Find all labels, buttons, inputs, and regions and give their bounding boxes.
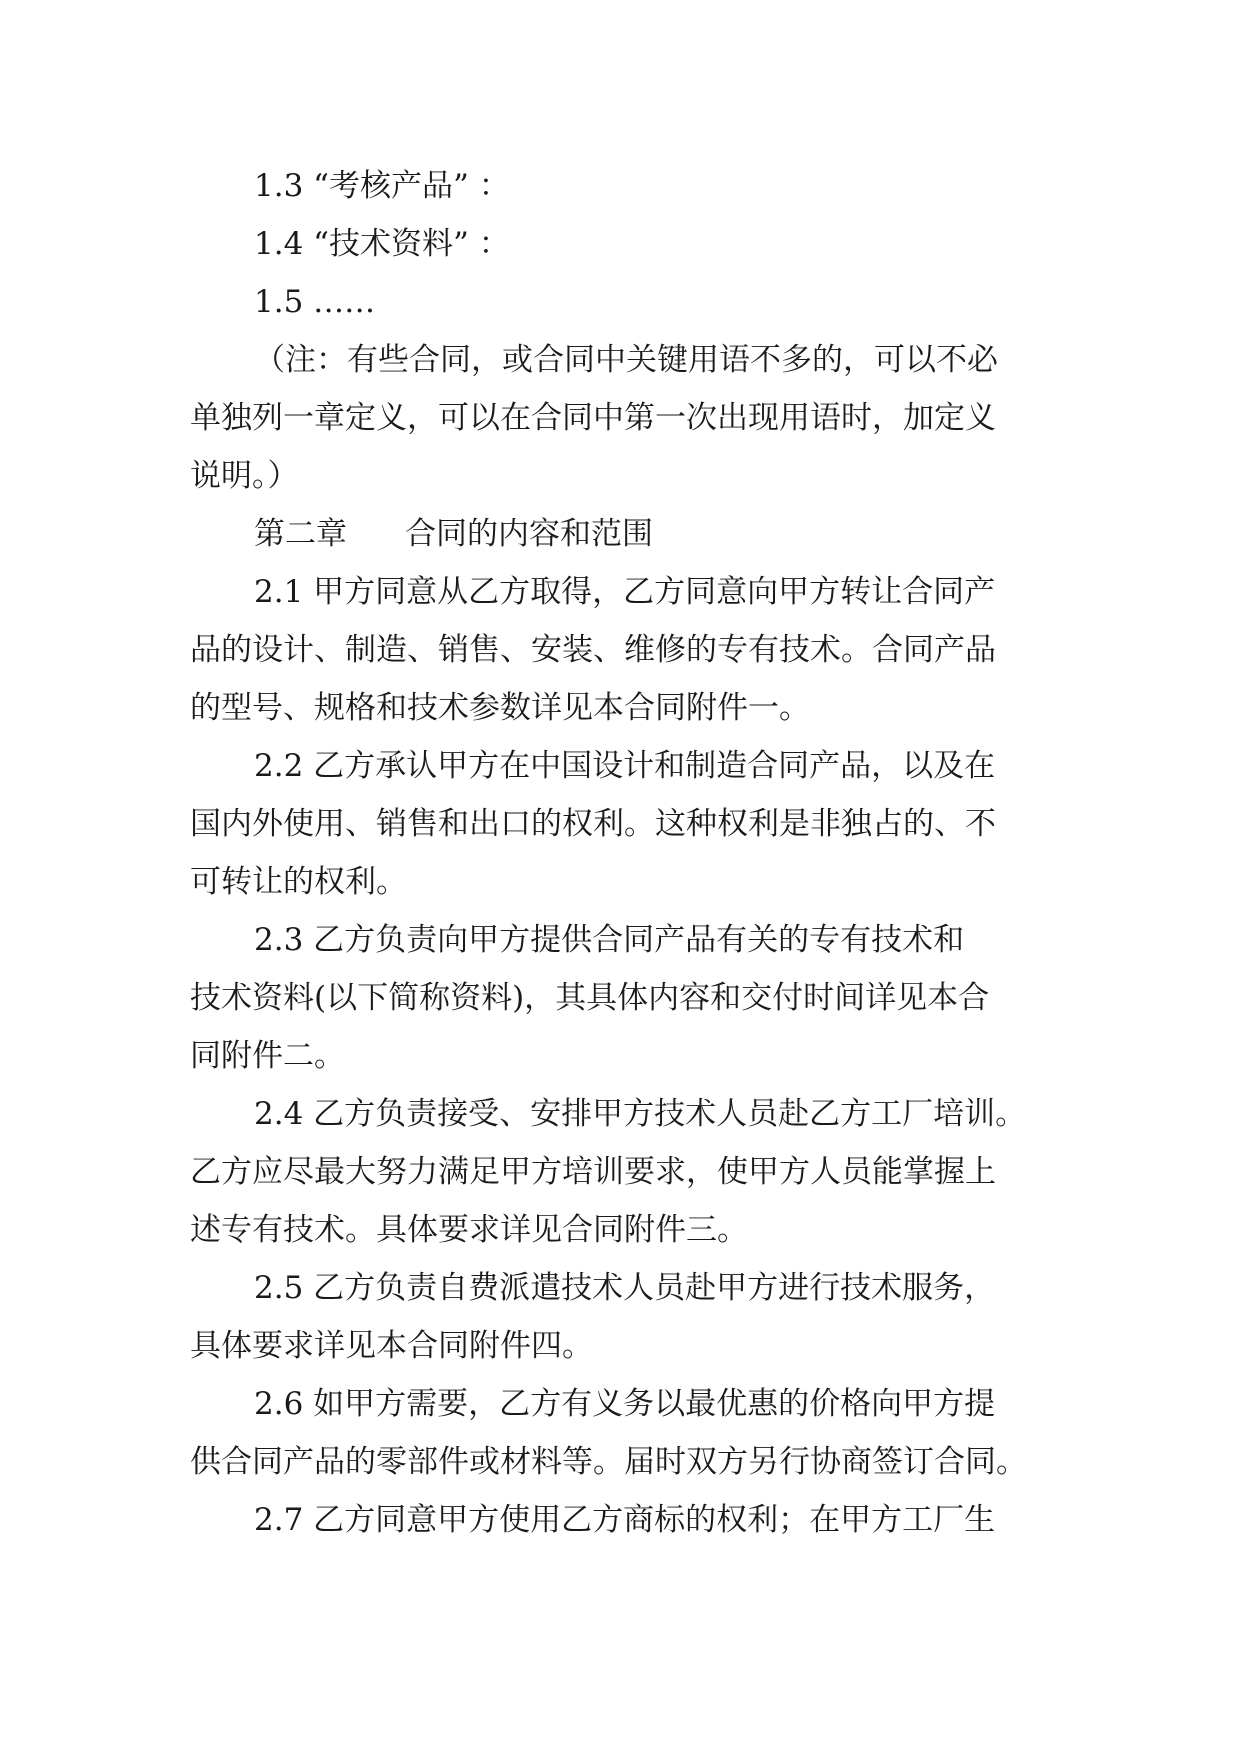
clause-2-3-line-3: 同附件二。 [190, 1038, 345, 1074]
clause-2-1-line-2: 品的设计、制造、销售、安装、维修的专有技术。合同产品 [190, 632, 996, 668]
clause-2-1-line-3: 的型号、规格和技术参数详见本合同附件一。 [190, 690, 810, 726]
clause-2-1-line-1: 2.1 甲方同意从乙方取得，乙方同意向甲方转让合同产 [254, 574, 996, 610]
clause-2-3-line-1: 2.3 乙方负责向甲方提供合同产品有关的专有技术和 [254, 922, 965, 958]
chapter-title: 合同的内容和范围 [405, 516, 653, 552]
clause-2-4-line-2: 乙方应尽最大努力满足甲方培训要求，使甲方人员能掌握上 [190, 1154, 996, 1190]
chapter-heading [254, 514, 653, 554]
clause-2-2-line-1: 2.2 乙方承认甲方在中国设计和制造合同产品，以及在 [254, 748, 996, 784]
clause-1-5: 1.5 …… [254, 284, 376, 320]
chapter-number: 第二章 [254, 516, 347, 552]
clause-2-5-line-2: 具体要求详见本合同附件四。 [190, 1328, 593, 1364]
clause-1-3: 1.3 “考核产品” ： [254, 168, 510, 204]
clause-2-3-line-2: 技术资料(以下简称资料)，其具体内容和交付时间详见本合 [190, 980, 990, 1016]
clause-2-5-line-1: 2.5 乙方负责自费派遣技术人员赴甲方进行技术服务， [254, 1270, 996, 1306]
clause-2-2-line-2: 国内外使用、销售和出口的权利。这种权利是非独占的、不 [190, 806, 996, 842]
note-line-3: 说明。） [190, 458, 299, 494]
clause-2-6-line-2: 供合同产品的零部件或材料等。届时双方另行协商签订合同。 [190, 1444, 1027, 1480]
clause-2-6-line-1: 2.6 如甲方需要，乙方有义务以最优惠的价格向甲方提 [254, 1386, 996, 1422]
clause-1-4: 1.4 “技术资料” ： [254, 226, 510, 262]
clause-2-7-line-1: 2.7 乙方同意甲方使用乙方商标的权利；在甲方工厂生 [254, 1502, 996, 1538]
note-line-1: （注：有些合同，或合同中关键用语不多的，可以不必 [254, 342, 998, 378]
clause-2-4-line-3: 述专有技术。具体要求详见合同附件三。 [190, 1212, 748, 1248]
clause-2-4-line-1: 2.4 乙方负责接受、安排甲方技术人员赴乙方工厂培训。 [254, 1096, 1027, 1132]
clause-2-2-line-3: 可转让的权利。 [190, 864, 407, 900]
note-line-2: 单独列一章定义，可以在合同中第一次出现用语时，加定义 [190, 400, 996, 436]
